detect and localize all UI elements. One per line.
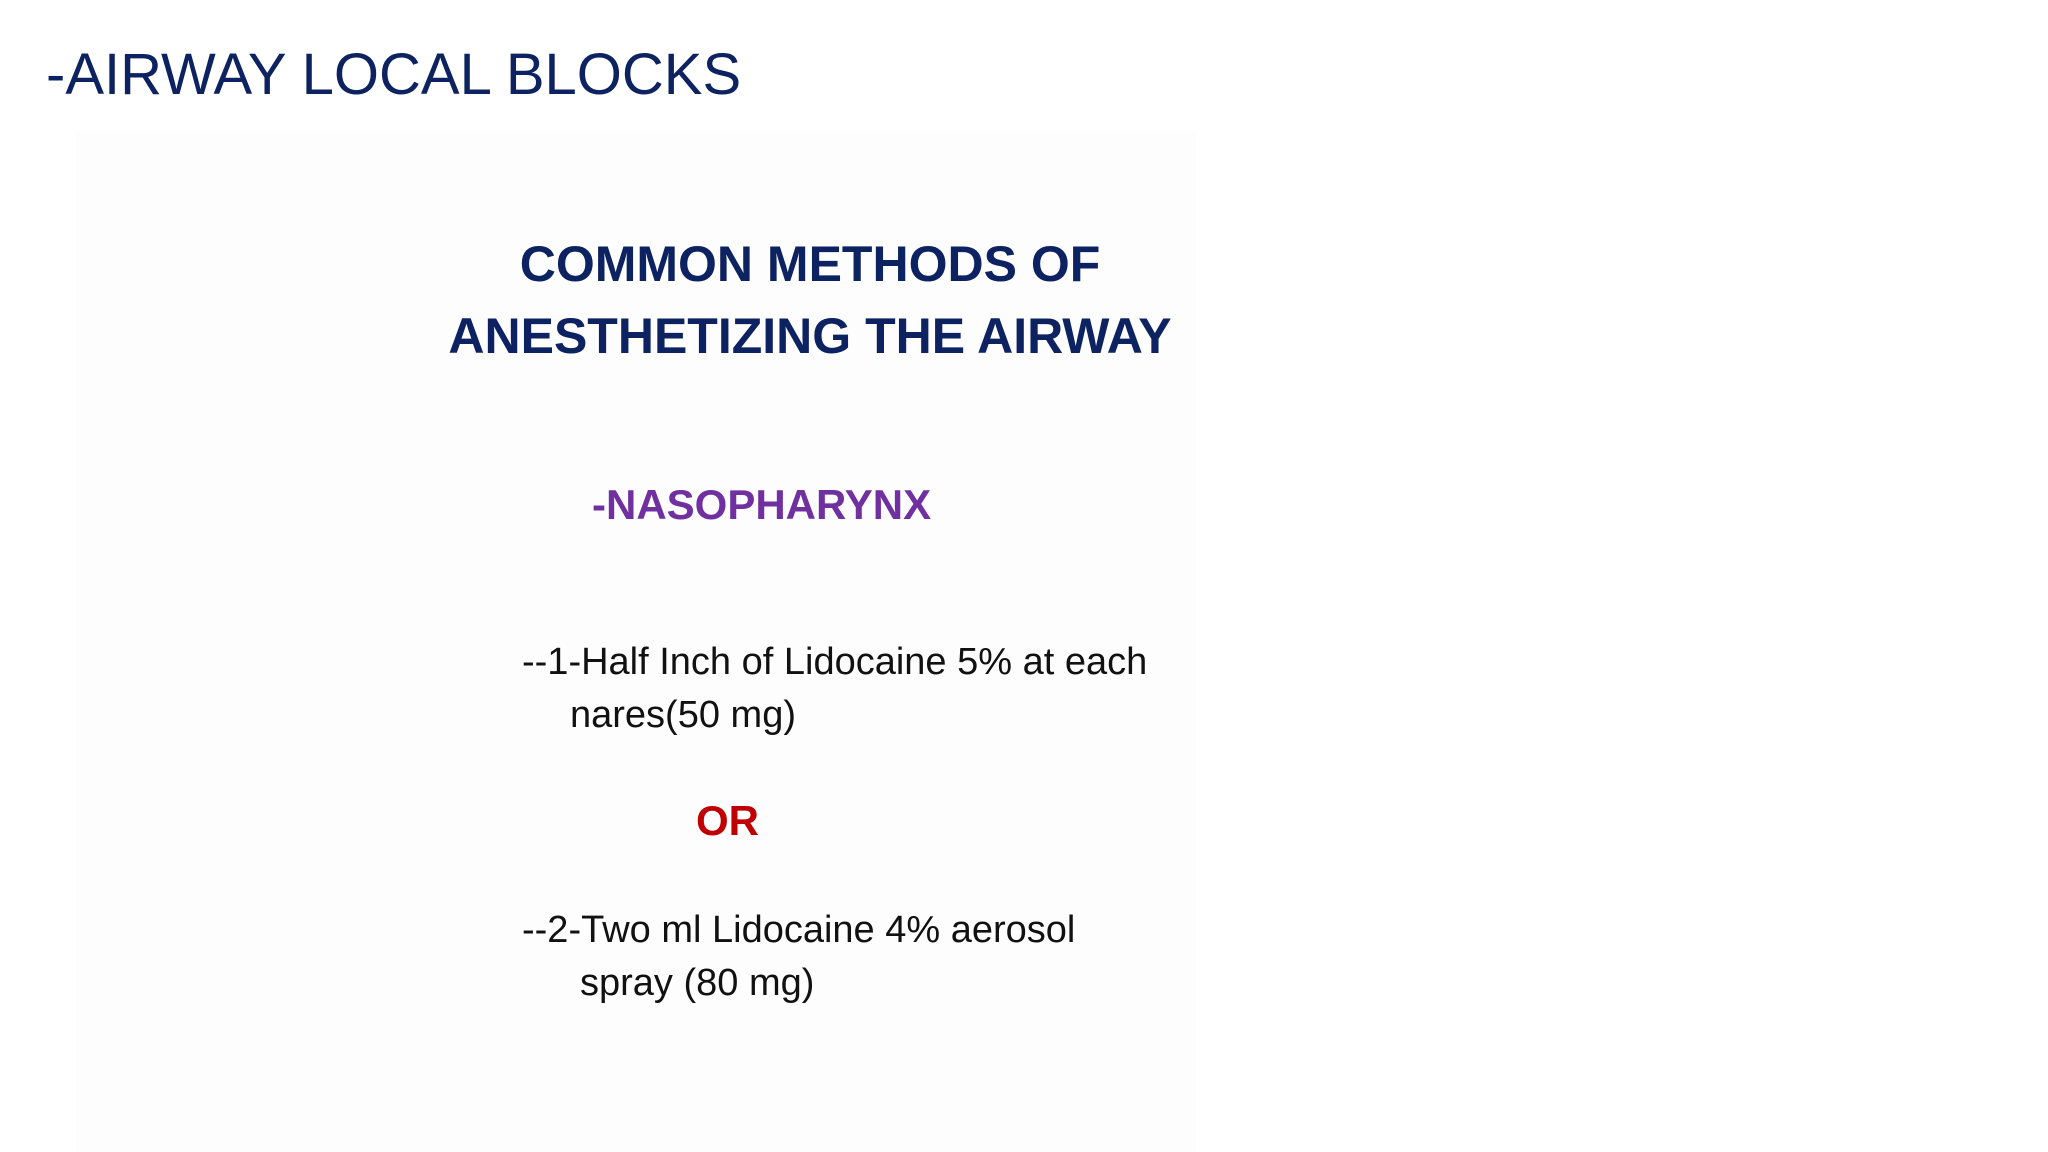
method-item-1-line-1: --1-Half Inch of Lidocaine 5% at each — [522, 641, 1148, 683]
method-item-1-line-2: nares(50 mg) — [570, 694, 796, 736]
method-item-2-line-1: --2-Two ml Lidocaine 4% aerosol — [522, 909, 1076, 951]
slide-title: -AIRWAY LOCAL BLOCKS — [46, 42, 742, 107]
or-separator: OR — [696, 797, 759, 844]
method-item-2-line-2: spray (80 mg) — [580, 962, 815, 1004]
nasopharynx-subheading: -NASOPHARYNX — [592, 481, 932, 528]
section-heading-line-2: ANESTHETIZING THE AIRWAY — [448, 308, 1172, 364]
method-item-2 — [522, 904, 1242, 1010]
section-heading-line-1: COMMON METHODS OF — [519, 236, 1101, 292]
method-item-1 — [522, 636, 1242, 742]
section-heading — [400, 228, 1220, 372]
